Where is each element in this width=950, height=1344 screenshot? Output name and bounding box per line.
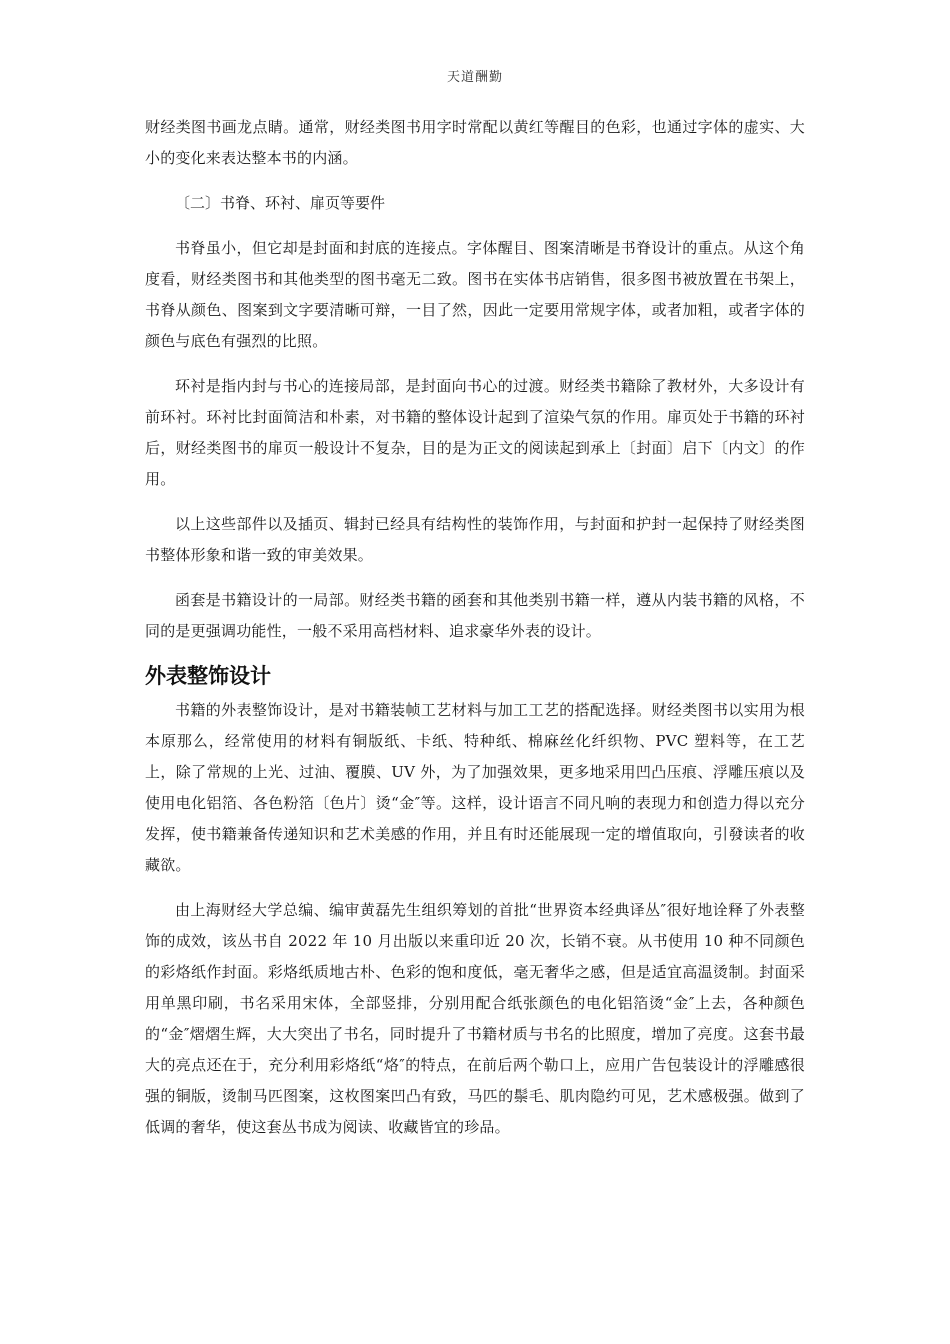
document-body: [145, 112, 805, 1157]
paragraph-continuation: 财经类图书画龙点睛。通常，财经类图书用字时常配以黄红等醒目的色彩，也通过字体的虚实、大小的变化来表达整本书的内涵。: [145, 118, 805, 167]
paragraph-spine: 书脊虽小，但它却是封面和封底的连接点。字体醒目、图案清晰是书脊设计的重点。从这个角度看，财经类图书和其他类型的图书毫无二致。图书在实体书店销售，很多图书被放置在书架上，书脊从颜色、图案到文字要清晰可辩，一目了然，因此一定要用常规字体，或者加粗，或者字体的颜色与底色有强烈的比照。: [145, 239, 805, 350]
paragraph-finishing: 书籍的外表整饰设计，是对书籍装帧工艺材料与加工工艺的搭配选择。财经类图书以实用为根本原那么，经常使用的材料有铜版纸、卡纸、特种纸、棉麻丝化纤织物、PVC 塑料等，在工艺上，除了常规的上光、过油、覆膜、UV 外，为了加强效果，更多地采用凹凸压痕、浮雕压痕以及使用电化铝箔、各色粉箔〔色片〕烫“金″等。这样，设计语言不同凡响的表现力和创造力得以充分发挥，使书籍兼备传递知识和艺术美感的作用，并且有时还能展现一定的增值取向，引發读者的收藏欲。: [145, 701, 805, 874]
paragraph-case-study: 由上海财经大学总编、编审黄磊先生组织筹划的首批“世界资本经典译丛″很好地诠释了外表整饰的成效，该丛书自 2022 年 10 月出版以来重印近 20 次，长销不衰。从书使用 10 种不同颜色的彩烙纸作封面。彩烙纸质地古朴、色彩的饱和度低，毫无奢华之感，但是适宜高温烫制。封面采用单黑印刷，书名采用宋体，全部竖排，分别用配合纸张颜色的电化铝箔烫“金″上去，各种颜色的“金″熠熠生辉，大大突出了书名，同时提升了书籍材质与书名的比照度，增加了亮度。这套书最大的亮点还在于，充分利用彩烙纸“烙″的特点，在前后两个勒口上，应用广告包装设计的浮雕感很强的铜版，烫制马匹图案，这枚图案凹凸有致，马匹的鬃毛、肌肉隐约可见，艺术感极强。做到了低调的奢华，使这套丛书成为阅读、收藏皆宜的珍品。: [145, 901, 805, 1136]
section-subheading: 〔二〕书脊、环衬、扉页等要件: [175, 194, 386, 212]
section-heading: 外表整饰设计: [145, 664, 271, 688]
paragraph-endpaper: 环衬是指内封与书心的连接局部，是封面向书心的过渡。财经类书籍除了教材外，大多设计有前环衬。环衬比封面简洁和朴素，对书籍的整体设计起到了渲染气氛的作用。扉页处于书籍的环衬后，财经类图书的扉页一般设计不复杂，目的是为正文的阅读起到承上〔封面〕启下〔内文〕的作用。: [145, 377, 805, 488]
paragraph-slipcase: 函套是书籍设计的一局部。财经类书籍的函套和其他类别书籍一样，遵从内装书籍的风格，不同的是更强调功能性，一般不采用高档材料、追求豪华外表的设计。: [145, 591, 805, 640]
page-header: 天道酬勤: [446, 70, 503, 85]
paragraph-components: 以上这些部件以及插页、辑封已经具有结构性的装饰作用，与封面和护封一起保持了财经类图书整体形象和谐一致的审美效果。: [145, 515, 805, 564]
